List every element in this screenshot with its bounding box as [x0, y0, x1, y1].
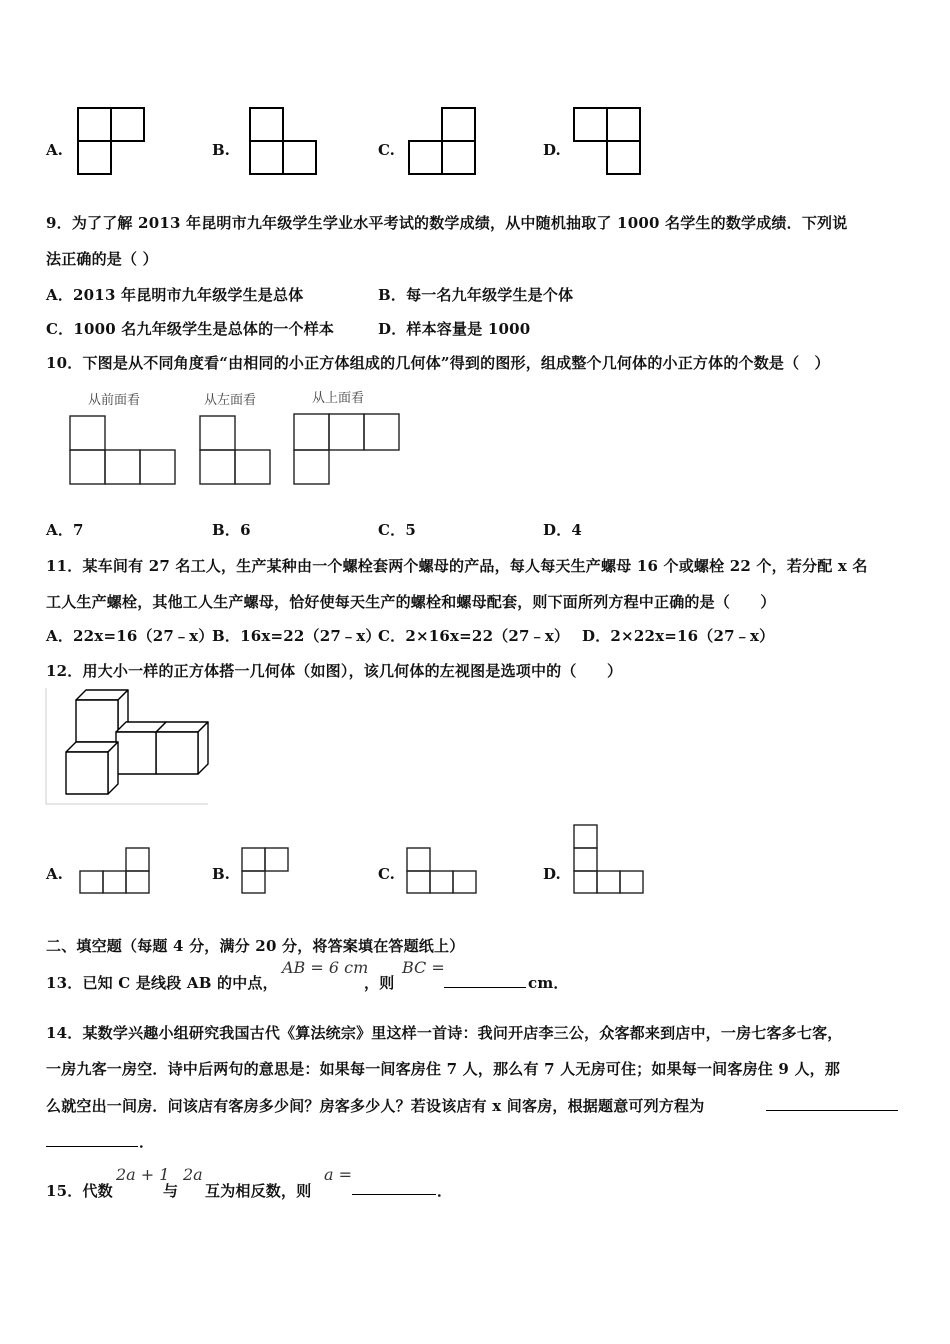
- q14-line4-end: ．: [139, 1133, 155, 1151]
- q14-line1: 14．某数学兴趣小组研究我国古代《算法统宗》里这样一首诗：我问开店李三公，众客都来到店中，一房七客多七客，: [46, 1024, 843, 1042]
- q12-option-b-label[interactable]: B.: [212, 865, 230, 883]
- q15-mid2: 互为相反数，则: [205, 1182, 312, 1200]
- q9-stem-line1: 9．为了了解 2013 年昆明市九年级学生学业水平考试的数学成绩，从中随机抽取了 1000 名学生的数学成绩．下列说: [46, 214, 848, 232]
- q15-answer-blank[interactable]: [352, 1180, 436, 1195]
- q15-expr-2a-plus-1: 2a + 1: [116, 1165, 170, 1184]
- q13-middle: ，则: [364, 974, 395, 992]
- q9-option-d[interactable]: D．样本容量是 1000: [378, 320, 531, 338]
- q13-expr-bc: BC =: [402, 958, 445, 977]
- q8-option-a-figure: [76, 106, 146, 176]
- q10-option-c[interactable]: C．5: [378, 521, 416, 539]
- q14-line3: 么就空出一间房．问该店有客房多少间？房客多少人？若设该店有 x 间客房，根据题意可列方程为: [46, 1097, 705, 1115]
- q12-option-c-label[interactable]: C.: [378, 865, 395, 883]
- q10-caption-left: 从左面看: [204, 393, 257, 408]
- q14-answer-blank-1[interactable]: [766, 1096, 898, 1111]
- q10-stem: 10．下图是从不同角度看“由相同的小正方体组成的几何体”得到的图形，组成整个几何体的小正方体的个数是（ ）: [46, 354, 830, 372]
- q15-prefix: 15．代数: [46, 1182, 113, 1200]
- q12-stem: 12．用大小一样的正方体搭一几何体（如图），该几何体的左视图是选项中的（ ）: [46, 662, 623, 680]
- q13-expr-ab: AB = 6 cm: [282, 958, 369, 977]
- q14-line2: 一房九客一房空．诗中后两句的意思是：如果每一间客房住 7 人，那么有 7 人无房可住；如果每一间客房住 9 人，那: [46, 1060, 841, 1078]
- q15-expr-a: a =: [324, 1165, 353, 1184]
- q12-option-a-label[interactable]: A.: [46, 865, 63, 883]
- q15-mid1: 与: [163, 1182, 179, 1200]
- q10-front-view-figure: [68, 412, 178, 488]
- q13-answer-blank[interactable]: [444, 973, 526, 988]
- q13-suffix: cm．: [528, 974, 569, 992]
- q11-stem-line2: 工人生产螺栓，其他工人生产螺母，恰好使每天生产的螺栓和螺母配套，则下面所列方程中正确的是（ ）: [46, 593, 776, 611]
- q15-expr-2a: 2a: [183, 1165, 203, 1184]
- q11-option-b[interactable]: B．16x=22（27﹣x）: [212, 627, 381, 645]
- q10-option-a[interactable]: A．7: [46, 521, 84, 539]
- q12-option-c-figure: [405, 846, 479, 896]
- q9-option-b[interactable]: B．每一名九年级学生是个体: [378, 286, 574, 304]
- q11-stem-line1: 11．某车间有 27 名工人，生产某种由一个螺栓套两个螺母的产品，每人每天生产螺母 16 个或螺栓 22 个，若分配 x 名: [46, 557, 868, 575]
- q9-option-c[interactable]: C．1000 名九年级学生是总体的一个样本: [46, 320, 335, 338]
- q12-cube-structure-figure: [46, 688, 208, 806]
- q8-option-b-figure: [248, 106, 318, 176]
- q10-top-view-figure: [292, 410, 402, 488]
- q8-option-b-label[interactable]: B.: [212, 141, 230, 159]
- q10-option-b[interactable]: B．6: [212, 521, 251, 539]
- q15-suffix: ．: [437, 1182, 453, 1200]
- q10-caption-front: 从前面看: [88, 393, 141, 408]
- q8-option-a-label[interactable]: A.: [46, 141, 63, 159]
- q11-option-a[interactable]: A．22x=16（27﹣x）: [46, 627, 214, 645]
- q12-option-d-label[interactable]: D.: [543, 865, 561, 883]
- q12-option-d-figure: [572, 823, 646, 897]
- q9-stem-line2: 法正确的是（ ）: [46, 250, 158, 268]
- q8-option-d-figure: [572, 106, 644, 176]
- q13-prefix: 13．已知 C 是线段 AB 的中点，: [46, 974, 278, 992]
- q14-answer-blank-2[interactable]: [46, 1132, 138, 1147]
- q8-option-d-label[interactable]: D.: [543, 141, 561, 159]
- q8-option-c-label[interactable]: C.: [378, 141, 395, 159]
- q12-option-b-figure: [240, 846, 292, 896]
- q10-caption-top: 从上面看: [312, 391, 365, 406]
- q11-option-c[interactable]: C．2×16x=22（27﹣x）: [378, 627, 570, 645]
- q12-option-a-figure: [78, 846, 152, 896]
- section-2-title: 二、填空题（每题 4 分，满分 20 分，将答案填在答题纸上）: [46, 937, 465, 955]
- q8-option-c-figure: [407, 106, 477, 176]
- q10-left-view-figure: [198, 412, 274, 488]
- q10-option-d[interactable]: D．4: [543, 521, 583, 539]
- q9-option-a[interactable]: A．2013 年昆明市九年级学生是总体: [46, 286, 304, 304]
- q11-option-d[interactable]: D．2×22x=16（27﹣x）: [582, 627, 775, 645]
